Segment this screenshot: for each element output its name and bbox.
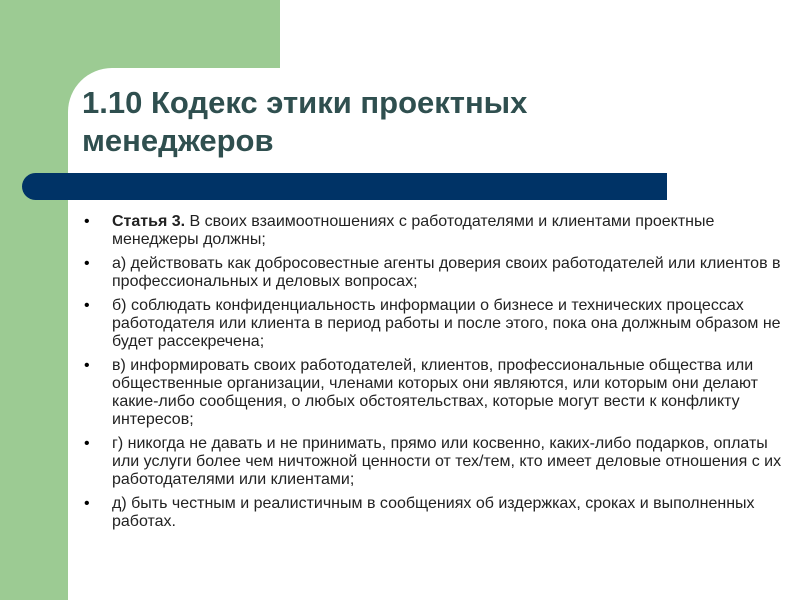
bullet-icon: • bbox=[84, 495, 90, 512]
bullet-list bbox=[80, 213, 790, 537]
list-item-text: а) действовать как добросовестные агенты доверия своих работодателей или клиентов в профессиональных и деловых вопросах; bbox=[112, 255, 781, 290]
bullet-icon: • bbox=[84, 357, 90, 374]
list-item bbox=[80, 435, 790, 489]
list-item-text: д) быть честным и реалистичным в сообщениях об издержках, сроках и выполненных работах. bbox=[112, 495, 755, 530]
list-item bbox=[80, 495, 790, 531]
bullet-icon: • bbox=[84, 213, 90, 230]
title-line-2: менеджеров bbox=[82, 123, 274, 158]
list-item-text: б) соблюдать конфиденциальность информации о бизнесе и технических процессах работодателя или клиента в период работы и после этого, пока она должным образом не будет рассекречена; bbox=[112, 297, 781, 350]
list-item bbox=[80, 213, 790, 249]
bullet-icon: • bbox=[84, 297, 90, 314]
list-item bbox=[80, 255, 790, 291]
list-item bbox=[80, 357, 790, 429]
title-underline-bar bbox=[22, 173, 667, 200]
list-item-text: В своих взаимоотношениях с работодателями и клиентами проектные менеджеры должны; bbox=[112, 213, 715, 248]
list-item-text: г) никогда не давать и не принимать, прямо или косвенно, каких-либо подарков, оплаты или услуги более чем ничтожной ценности от тех/тем, кто имеет деловые отношения с их работодателями или клиентами; bbox=[112, 435, 782, 488]
list-item bbox=[80, 297, 790, 351]
bullet-icon: • bbox=[84, 435, 90, 452]
list-item-text: в) информировать своих работодателей, клиентов, профессиональные общества или общественные организации, членами которых они являются, или которым они делают какие-либо сообщения, о любых обстоятельствах, которые могут вести к конфликту интересов; bbox=[112, 357, 758, 428]
article-label: Статья 3. bbox=[112, 213, 186, 230]
bullet-icon: • bbox=[84, 255, 90, 272]
slide-title bbox=[82, 84, 682, 160]
title-line-1: 1.10 Кодекс этики проектных bbox=[82, 85, 528, 120]
